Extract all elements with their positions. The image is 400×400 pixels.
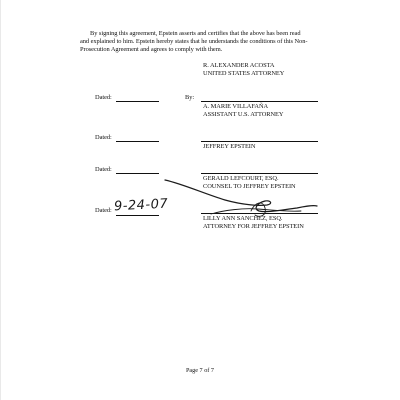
villafana-name: A. MARIE VILLAFAÑA <box>203 103 269 110</box>
dated-label-4: Dated: <box>95 207 112 214</box>
signature-line-villafana <box>201 101 318 102</box>
paragraph-line-3: Prosecution Agreement and agrees to comply with them. <box>80 46 223 54</box>
paragraph-line-1: By signing this agreement, Epstein asserts and certifies that the above has been read <box>90 30 301 37</box>
date-line-2 <box>116 141 159 142</box>
date-line-3 <box>116 173 159 174</box>
scan-edge <box>0 0 1 400</box>
dated-label-3: Dated: <box>95 166 112 173</box>
date-line-1 <box>116 101 159 102</box>
epstein-name: JEFFREY EPSTEIN <box>203 143 256 150</box>
certification-paragraph <box>80 30 348 55</box>
dated-label-2: Dated: <box>95 134 112 141</box>
us-attorney-title: UNITED STATES ATTORNEY <box>203 70 285 77</box>
signature-line-epstein <box>201 141 318 142</box>
paragraph-line-2: and explained to him. Epstein hereby states that he understands the conditions of this Non- <box>80 38 308 46</box>
by-label: By: <box>185 94 195 101</box>
villafana-title: ASSISTANT U.S. ATTORNEY <box>203 111 284 118</box>
lefcourt-title: COUNSEL TO JEFFREY EPSTEIN <box>203 183 296 190</box>
us-attorney-name: R. ALEXANDER ACOSTA <box>203 62 275 69</box>
sanchez-name: LILLY ANN SANCHEZ, ESQ. <box>203 215 283 222</box>
sanchez-title: ATTORNEY FOR JEFFREY EPSTEIN <box>203 223 304 230</box>
dated-label-1: Dated: <box>95 94 112 101</box>
lefcourt-name: GERALD LEFCOURT, ESQ. <box>203 175 279 182</box>
page-number: Page 7 of 7 <box>185 367 214 374</box>
date-line-4 <box>116 215 159 216</box>
handwritten-date: 9-24-07 <box>113 196 169 215</box>
